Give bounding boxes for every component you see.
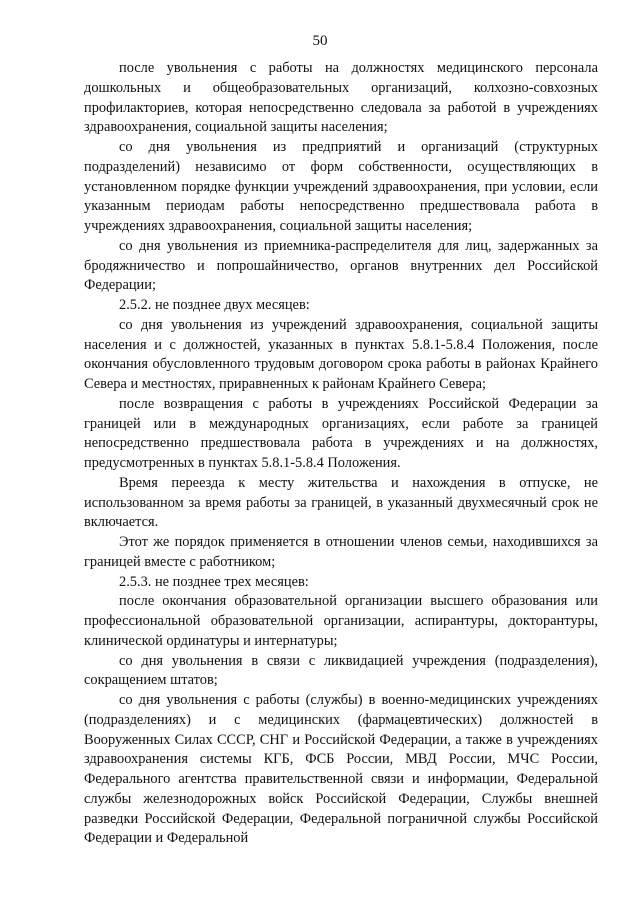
- paragraph: после возвращения с работы в учреждениях Российской Федерации за границей или в международных организациях, если работе за границей непосредственно предшествовала работа в учреждениях и на должностях, предусмотренных в пунктах 5.8.1-5.8.4 Положения.: [84, 395, 598, 471]
- document-body: [84, 59, 598, 849]
- paragraph: со дня увольнения в связи с ликвидацией учреждения (подразделения), сокращением штатов;: [84, 652, 598, 689]
- paragraph: со дня увольнения из предприятий и организаций (структурных подразделений) независимо от форм собственности, осуществляющих в установленном порядке функции учреждений здравоохранения, при условии, если указанным периодам работы непосредственно предшествовала работа в учреждениях здравоохранения, социальной защиты населения;: [84, 139, 598, 234]
- paragraph: со дня увольнения из учреждений здравоохранения, социальной защиты населения и с должностей, указанных в пунктах 5.8.1-5.8.4 Положения, после окончания обусловленного трудовым договором срока работы в районах Крайнего Севера и местностях, приравненных к районам Крайнего Севера;: [84, 316, 598, 392]
- section-heading: 2.5.3. не позднее трех месяцев:: [119, 573, 309, 590]
- paragraph: со дня увольнения из приемника-распределителя для лиц, задержанных за бродяжничество и попрошайничество, органов внутренних дел Российской Федерации;: [84, 237, 598, 294]
- section-heading: 2.5.2. не позднее двух месяцев:: [119, 297, 310, 313]
- paragraph: со дня увольнения с работы (службы) в военно-медицинских учреждениях (подразделениях) и с медицинских (фармацевтических) должностей в Вооруженных Силах СССР, СНГ и Российской Федерации, а также в учреждениях здравоохранения системы КГБ, ФСБ России, МВД России, МЧС России, Федерального агентства правительственной связи и информации, Федеральной службы железнодорожных войск Российской Федерации, Службы внешней разведки Российской Федерации, Федеральной пограничной службы Российской Федерации и Федеральной: [84, 692, 598, 847]
- paragraph: после окончания образовательной организации высшего образования или профессиональной образовательной организации, аспирантуры, докторантуры, клинической ординатуры и интернатуры;: [84, 593, 598, 649]
- paragraph: после увольнения с работы на должностях медицинского персонала дошкольных и общеобразовательных организаций, колхозно-совхозных профилакториев, которая непосредственно следовала за работой в учреждениях здравоохранения, социальной защиты населения;: [84, 60, 598, 136]
- paragraph: Этот же порядок применяется в отношении членов семьи, находившихся за границей вместе с работником;: [84, 534, 598, 570]
- paragraph: Время переезда к месту жительства и нахождения в отпуске, не использованном за время работы за границей, в указанный двухмесячный срок не включается.: [84, 474, 598, 531]
- page-number: 50: [312, 33, 328, 49]
